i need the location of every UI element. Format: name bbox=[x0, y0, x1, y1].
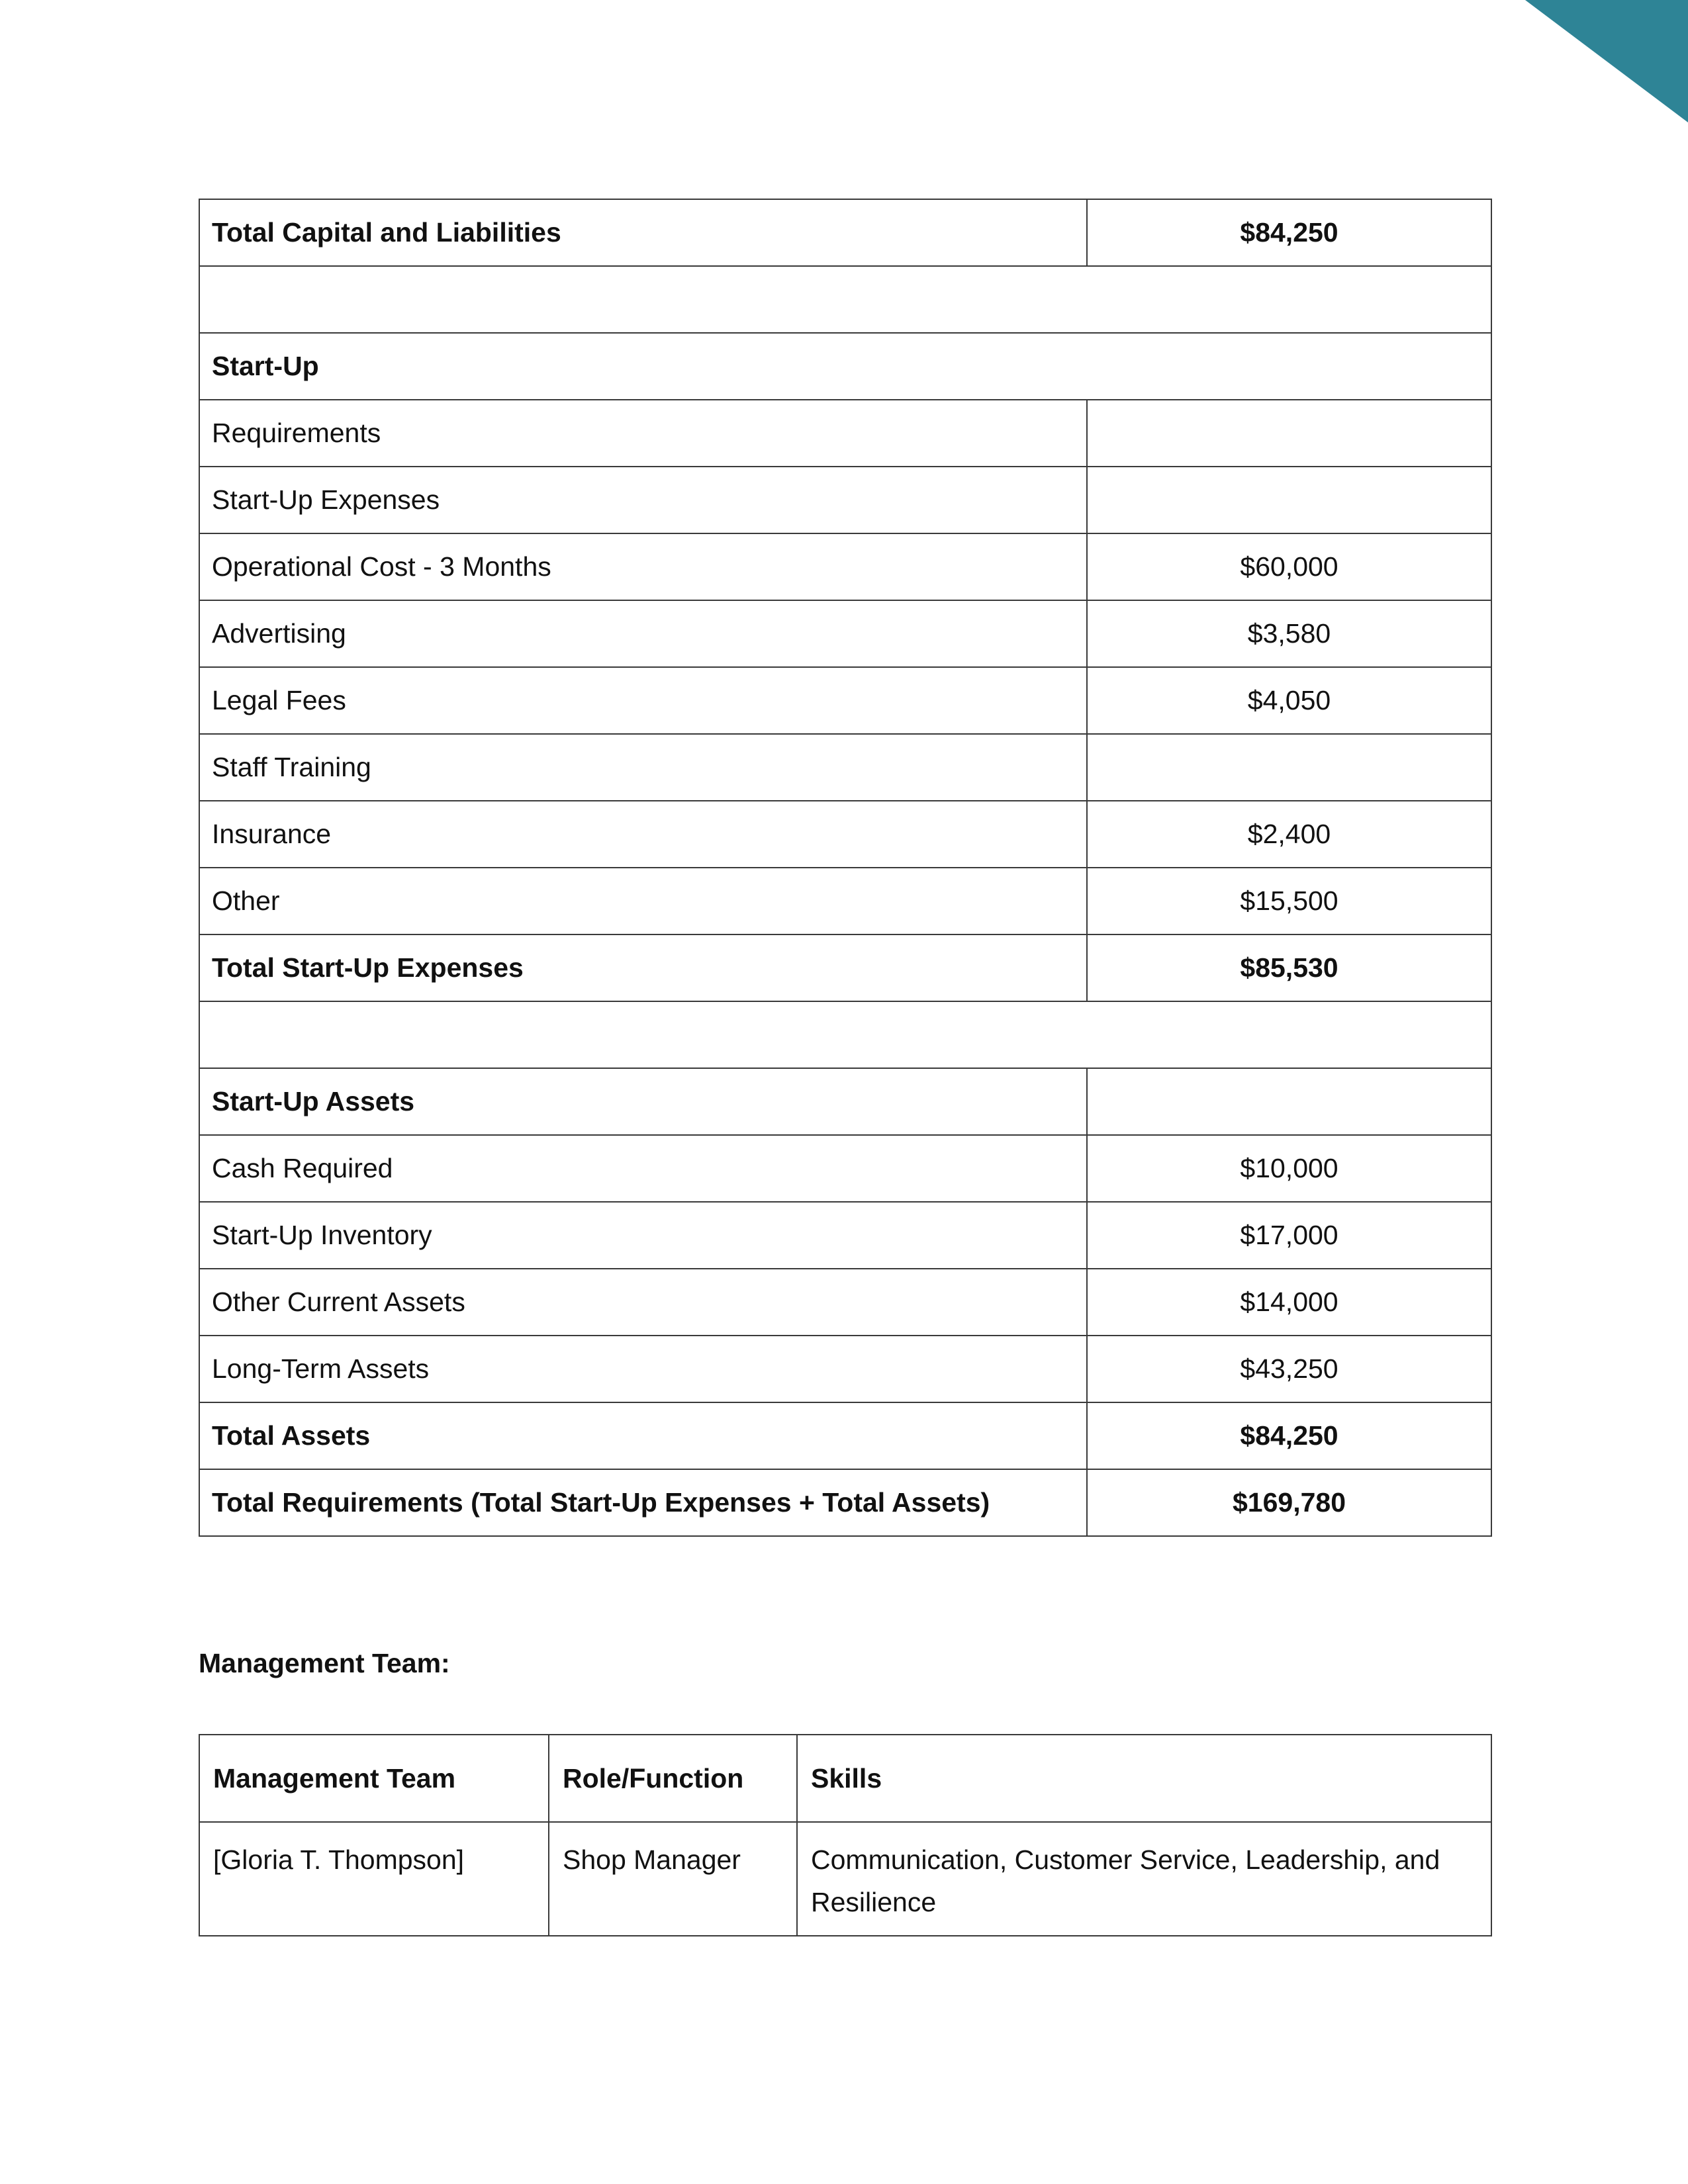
row-value: $14,000 bbox=[1087, 1269, 1491, 1336]
row-value bbox=[1087, 1068, 1491, 1135]
row-label: Total Requirements (Total Start-Up Expenses + Total Assets) bbox=[199, 1469, 1087, 1536]
row-label: Start-Up Inventory bbox=[199, 1202, 1087, 1269]
row-value: $10,000 bbox=[1087, 1135, 1491, 1202]
startup-finance-table bbox=[199, 199, 1492, 1537]
row-label: Other Current Assets bbox=[199, 1269, 1087, 1336]
management-team-table bbox=[199, 1734, 1492, 1936]
row-label: Start-Up Assets bbox=[199, 1068, 1087, 1135]
finance-row bbox=[199, 467, 1491, 533]
finance-row bbox=[199, 400, 1491, 467]
row-label: Total Start-Up Expenses bbox=[199, 934, 1087, 1001]
row-label: Insurance bbox=[199, 801, 1087, 868]
finance-row bbox=[199, 667, 1491, 734]
management-team-heading: Management Team: bbox=[199, 1648, 450, 1678]
team-member-role: Shop Manager bbox=[549, 1822, 797, 1936]
row-value: $15,500 bbox=[1087, 868, 1491, 934]
header-role-function: Role/Function bbox=[549, 1735, 797, 1822]
row-value: $4,050 bbox=[1087, 667, 1491, 734]
row-value: $85,530 bbox=[1087, 934, 1491, 1001]
section-label: Start-Up bbox=[199, 333, 1491, 400]
team-member-skills: Communication, Customer Service, Leadership, and Resilience bbox=[797, 1822, 1491, 1936]
finance-row bbox=[199, 1336, 1491, 1402]
team-member-name: [Gloria T. Thompson] bbox=[199, 1822, 549, 1936]
finance-row bbox=[199, 801, 1491, 868]
finance-row bbox=[199, 1135, 1491, 1202]
row-label: Long-Term Assets bbox=[199, 1336, 1087, 1402]
row-label: Total Assets bbox=[199, 1402, 1087, 1469]
finance-row bbox=[199, 533, 1491, 600]
team-header-row bbox=[199, 1735, 1491, 1822]
finance-row bbox=[199, 1469, 1491, 1536]
row-value: $17,000 bbox=[1087, 1202, 1491, 1269]
row-value bbox=[1087, 400, 1491, 467]
finance-row bbox=[199, 868, 1491, 934]
spacer-cell bbox=[199, 266, 1491, 333]
row-label: Advertising bbox=[199, 600, 1087, 667]
finance-row bbox=[199, 333, 1491, 400]
finance-row bbox=[199, 266, 1491, 333]
finance-row bbox=[199, 1402, 1491, 1469]
finance-row bbox=[199, 1202, 1491, 1269]
row-value: $84,250 bbox=[1087, 199, 1491, 266]
finance-row bbox=[199, 934, 1491, 1001]
row-value: $2,400 bbox=[1087, 801, 1491, 868]
row-label: Start-Up Expenses bbox=[199, 467, 1087, 533]
corner-accent-triangle bbox=[1525, 0, 1688, 122]
row-label: Staff Training bbox=[199, 734, 1087, 801]
row-value: $3,580 bbox=[1087, 600, 1491, 667]
row-label: Other bbox=[199, 868, 1087, 934]
row-value: $169,780 bbox=[1087, 1469, 1491, 1536]
row-label: Legal Fees bbox=[199, 667, 1087, 734]
header-management-team: Management Team bbox=[199, 1735, 549, 1822]
row-value: $60,000 bbox=[1087, 533, 1491, 600]
header-skills: Skills bbox=[797, 1735, 1491, 1822]
spacer-cell bbox=[199, 1001, 1491, 1068]
finance-row bbox=[199, 1001, 1491, 1068]
row-value: $84,250 bbox=[1087, 1402, 1491, 1469]
finance-row bbox=[199, 1068, 1491, 1135]
row-value: $43,250 bbox=[1087, 1336, 1491, 1402]
row-label: Total Capital and Liabilities bbox=[199, 199, 1087, 266]
row-label: Requirements bbox=[199, 400, 1087, 467]
row-value bbox=[1087, 734, 1491, 801]
finance-row bbox=[199, 199, 1491, 266]
finance-row bbox=[199, 1269, 1491, 1336]
row-label: Operational Cost - 3 Months bbox=[199, 533, 1087, 600]
team-row bbox=[199, 1822, 1491, 1936]
row-label: Cash Required bbox=[199, 1135, 1087, 1202]
row-value bbox=[1087, 467, 1491, 533]
finance-row bbox=[199, 734, 1491, 801]
finance-row bbox=[199, 600, 1491, 667]
finance-table-body bbox=[199, 199, 1491, 1536]
